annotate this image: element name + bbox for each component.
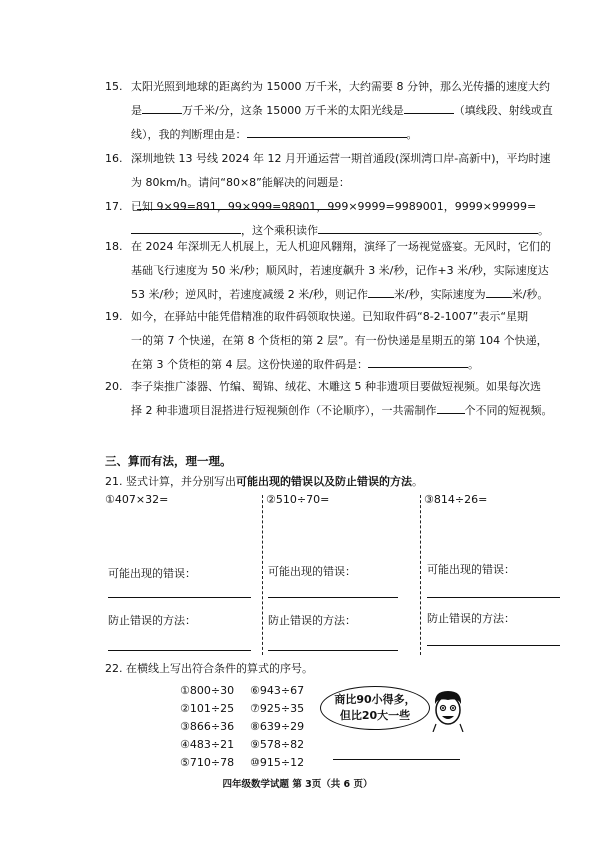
column-divider bbox=[420, 495, 421, 655]
question-text: 。 bbox=[538, 224, 549, 237]
question-text: 在 2024 年深圳无人机展上，无人机迎风翱翔，演绎了一场视觉盛宴。无风时，它们的 bbox=[131, 240, 551, 253]
column-divider bbox=[262, 495, 263, 655]
question-number: 17. bbox=[105, 200, 123, 213]
question-text: 米/秒，实际速度为 bbox=[393, 288, 486, 301]
expression-list-right bbox=[250, 682, 304, 772]
question-text: 米/秒。 bbox=[511, 288, 549, 301]
answer-line[interactable] bbox=[268, 597, 398, 598]
answer-blank[interactable] bbox=[486, 285, 512, 298]
expression: ⑤710÷78 bbox=[180, 756, 235, 769]
answer-line[interactable] bbox=[427, 645, 560, 646]
question-text: 。 bbox=[412, 475, 423, 488]
question-number: 16. bbox=[105, 152, 123, 165]
error-label: 可能出现的错误： bbox=[108, 567, 196, 580]
answer-blank[interactable] bbox=[318, 221, 538, 234]
error-label: 可能出现的错误： bbox=[427, 563, 515, 576]
question-text: 择 2 种非遗项目混搭进行短视频创作（不论顺序），一共需制作 bbox=[131, 404, 437, 417]
answer-blank[interactable] bbox=[368, 285, 394, 298]
question-emphasis: 可能出现的错误以及防止错误的方法 bbox=[236, 475, 412, 488]
question-number: 15. bbox=[105, 80, 123, 93]
question-text: 基础飞行速度为 50 米/秒；顺风时，若速度飙升 3 米/秒，记作+3 米/秒，实际速度达 bbox=[131, 264, 549, 277]
answer-blank[interactable] bbox=[142, 101, 182, 114]
question-number: 20. bbox=[105, 380, 123, 393]
question-15 bbox=[105, 75, 555, 147]
speech-bubble bbox=[320, 686, 430, 730]
expression: ①800÷30 bbox=[180, 684, 235, 697]
method-label: 防止错误的方法： bbox=[108, 614, 196, 627]
question-text: 已知 9×99=891，99×999=98901，999×9999=9989001，9999×99999= bbox=[131, 200, 537, 213]
expression-list-left bbox=[180, 682, 234, 772]
question-text: 李子柒推广漆器、竹编、蜀锦、绒花、木雕这 5 种非遗项目要做短视频。如果每次选 bbox=[131, 380, 541, 393]
question-text: 一的第 7 个快递，在第 8 个货柜的第 2 层”。有一份快递是星期五的第 104 个快递， bbox=[131, 334, 548, 347]
question-22-title: 22. 在横线上写出符合条件的算式的序号。 bbox=[105, 662, 313, 675]
expression: ④483÷21 bbox=[180, 738, 235, 751]
question-20 bbox=[105, 375, 555, 423]
bubble-line: 商比90小得多， bbox=[334, 693, 416, 706]
expression: ⑧639÷29 bbox=[250, 720, 305, 733]
answer-blank[interactable] bbox=[368, 355, 468, 368]
method-label: 防止错误的方法： bbox=[268, 614, 356, 627]
answer-line[interactable] bbox=[108, 650, 251, 651]
question-text: 如今，在驿站中能凭借精准的取件码领取快递。已知取件码“8-2-1007”表示“星期 bbox=[131, 310, 529, 323]
answer-blank[interactable] bbox=[131, 221, 241, 234]
question-text: 。 bbox=[467, 358, 479, 371]
question-text: ，这个乘积读作 bbox=[241, 224, 318, 237]
answer-line[interactable] bbox=[333, 759, 460, 760]
calc-item: ②510÷70= bbox=[266, 493, 330, 506]
question-text: 线），我的判断理由是： bbox=[131, 128, 247, 141]
question-text: 。 bbox=[406, 128, 418, 141]
question-19 bbox=[105, 305, 555, 377]
question-text: （填线段、射线或直 bbox=[453, 104, 553, 117]
answer-blank[interactable] bbox=[437, 401, 465, 414]
expression: ⑨578÷82 bbox=[250, 738, 305, 751]
question-21-title bbox=[105, 473, 423, 489]
section-heading: 三、算而有法，理一理。 bbox=[105, 454, 232, 468]
answer-line[interactable] bbox=[268, 650, 398, 651]
page-footer: 四年级数学试题 第 3页（共 6 页） bbox=[222, 779, 373, 790]
question-text: 21. 竖式计算，并分别写出 bbox=[105, 475, 236, 488]
question-number: 18. bbox=[105, 240, 123, 253]
answer-line[interactable] bbox=[108, 597, 251, 598]
expression: ③866÷36 bbox=[180, 720, 235, 733]
expression: ⑩915÷12 bbox=[250, 756, 305, 769]
question-text: 太阳光照到地球的距离约为 15000 万千米，大约需要 8 分钟，那么光传播的速度大约 bbox=[131, 80, 550, 93]
calc-item: ①407×32= bbox=[105, 493, 169, 506]
expression: ⑥943÷67 bbox=[250, 684, 305, 697]
error-label: 可能出现的错误： bbox=[268, 565, 356, 578]
question-number: 19. bbox=[105, 310, 123, 323]
cartoon-boy-icon bbox=[430, 688, 466, 732]
calc-item: ③814÷26= bbox=[424, 493, 488, 506]
question-18 bbox=[105, 235, 555, 307]
question-text: 是 bbox=[131, 104, 142, 117]
answer-blank[interactable] bbox=[247, 125, 407, 138]
question-text: 万千米/分，这条 15000 万千米的太阳光线是 bbox=[182, 104, 404, 117]
question-text: 53 米/秒；逆风时，若速度减缓 2 米/秒，则记作 bbox=[131, 288, 368, 301]
answer-line[interactable] bbox=[427, 597, 560, 598]
question-text: 为 80km/h。请问“80×8”能解决的问题是： bbox=[131, 176, 350, 189]
expression: ⑦925÷35 bbox=[250, 702, 305, 715]
answer-blank[interactable] bbox=[404, 101, 454, 114]
question-text: 个不同的短视频。 bbox=[464, 404, 553, 417]
question-text: 深圳地铁 13 号线 2024 年 12 月开通运营一期首通段(深圳湾口岸-高新中)，平均时速 bbox=[131, 152, 551, 165]
question-text: 在第 3 个货柜的第 4 层。这份快递的取件码是： bbox=[131, 358, 368, 371]
bubble-line: 但比20大一些 bbox=[339, 709, 411, 722]
expression: ②101÷25 bbox=[180, 702, 235, 715]
method-label: 防止错误的方法： bbox=[427, 612, 515, 625]
